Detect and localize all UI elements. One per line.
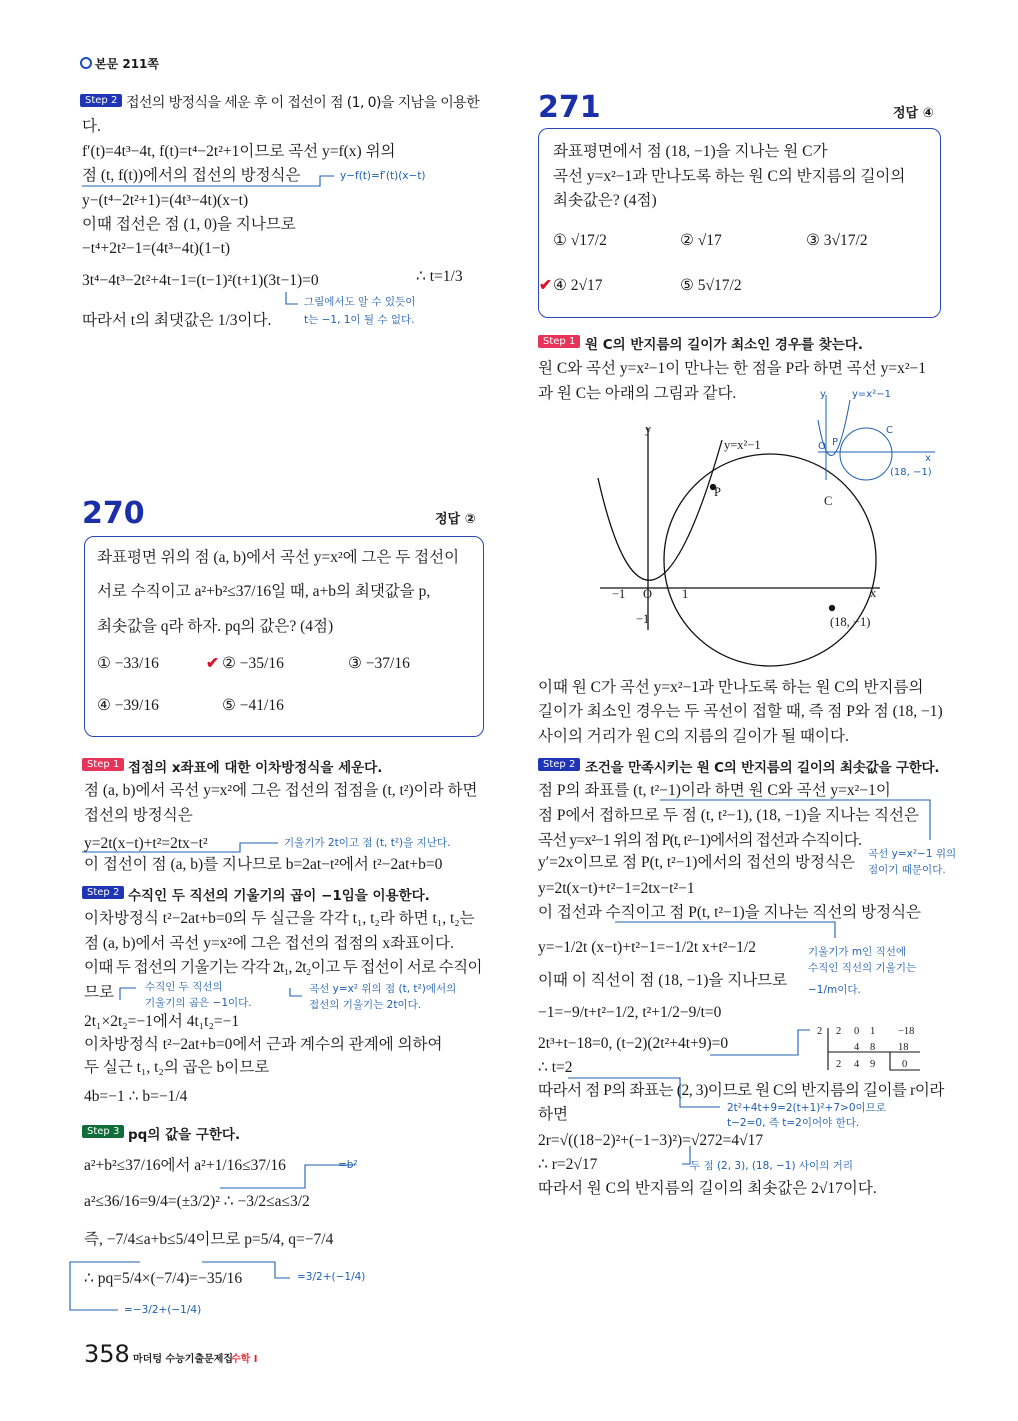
- text-line: 2t₁×2t₂=−1에서 4t₁t₂=−1: [84, 1013, 240, 1030]
- figure-label-point-p: P: [714, 485, 721, 499]
- synthetic-division-cell: 4: [854, 1059, 860, 1070]
- section-reference-text: 본문 211쪽: [95, 57, 160, 71]
- text-line: ∴ t=1/3: [416, 268, 463, 285]
- inset-label-circle: C: [886, 425, 893, 436]
- answer-choice: ④ −39/16: [97, 697, 159, 714]
- answer-choice: ① √17/2: [553, 232, 607, 249]
- answer-choice: ③ 3√17/2: [806, 232, 868, 249]
- synthetic-division-cell: 0: [902, 1059, 908, 1070]
- text-line: 점 (a, b)에서 곡선 y=x²에 그은 접선의 접점의 x좌표이다.: [84, 935, 454, 952]
- text-line: ∴ r=2√17: [538, 1156, 598, 1173]
- circle-c: [664, 454, 876, 666]
- text-line: 길이가 최소인 경우는 두 곡선이 접할 때, 즉 점 P와 점 (18, −1): [538, 703, 943, 720]
- step-badge: Step 2: [80, 94, 122, 107]
- annotation-note: 기울기의 곱은 −1이다.: [145, 997, 252, 1009]
- figure-label-origin: O: [643, 587, 653, 601]
- synthetic-division-cell: −18: [898, 1026, 915, 1037]
- text-line: 점 P에서 접하므로 두 점 (t, t²−1), (18, −1)을 지나는 직선은: [538, 807, 919, 824]
- figure-label-circle: C: [824, 494, 833, 508]
- text-line: 이때 원 C가 곡선 y=x²−1과 만나도록 하는 원 C의 반지름의: [538, 679, 924, 696]
- text-line: 점 P의 좌표를 (t, t²−1)이라 하면 원 C와 곡선 y=x²−1이: [538, 782, 891, 799]
- text-line: 이 접선이 점 (a, b)를 지나므로 b=2at−t²에서 t²−2at+b=0: [84, 856, 443, 873]
- synthetic-division-cell: 8: [870, 1042, 876, 1053]
- synthetic-division-cell: 2: [836, 1026, 842, 1037]
- text-line: 좌표평면 위의 점 (a, b)에서 곡선 y=x²에 그은 두 접선이: [97, 549, 460, 566]
- text-line: a²≤36/16=9/4=(±3/2)² ∴ −3/2≤a≤3/2: [84, 1193, 310, 1210]
- text-line: f′(t)=4t³−4t, f(t)=t⁴−2t²+1이므로 곡선 y=f(x) 위의: [82, 143, 396, 160]
- text-line: 이때 이 직선이 점 (18, −1)을 지나므로: [538, 972, 788, 989]
- text-line: 따라서 원 C의 반지름의 길이의 최솟값은 2√17이다.: [538, 1180, 877, 1197]
- annotation-note: t−2=0, 즉 t=2이어야 한다.: [727, 1117, 860, 1129]
- text-line: 므로: [84, 984, 114, 1001]
- synthetic-division-cell: 0: [854, 1026, 860, 1037]
- annotation-note: 기울기가 2t이고 점 (t, t²)을 지난다.: [284, 837, 451, 849]
- text-line: 최솟값을 q라 하자. pq의 값은? (4점): [97, 618, 334, 635]
- step-badge: Step 2: [538, 758, 580, 771]
- step-badge: Step 2: [82, 886, 124, 899]
- step-title: pq의 값을 구한다.: [128, 1127, 241, 1143]
- answer-270: 정답 ②: [435, 512, 476, 527]
- annotation-note: 그림에서도 알 수 있듯이: [304, 296, 416, 308]
- text-line: 서로 수직이고 a²+b²≤37/16일 때, a+b의 최댓값을 p,: [97, 583, 431, 600]
- text-line: 곡선 y=x²−1 위의 점 P(t, t²−1)에서의 접선과 수직이다.: [538, 832, 862, 849]
- inset-label-point-q: (18, −1): [890, 467, 932, 478]
- parabola-curve: [598, 440, 722, 580]
- annotation-note: 점이기 때문이다.: [868, 864, 946, 876]
- inset-label-y-label: y: [820, 389, 826, 400]
- figure-label-x-label: x: [870, 586, 877, 600]
- text-line: 즉, −7/4≤a+b≤5/4이므로 p=5/4, q=−7/4: [84, 1231, 334, 1248]
- synthetic-division-cell: 9: [870, 1059, 876, 1070]
- answer-271: 정답 ④: [893, 106, 934, 121]
- text-line: 두 실근 t₁, t₂의 곱은 b이므로: [84, 1059, 270, 1076]
- text-line: 2r=√((18−2)²+(−1−3)²)=√272=4√17: [538, 1132, 764, 1149]
- text-line: 따라서 t의 최댓값은 1/3이다.: [82, 312, 272, 329]
- annotation-note: 수직인 두 직선의: [145, 981, 223, 993]
- answer-choice: ② √17: [680, 232, 722, 249]
- text-line: 접선의 방정식은: [84, 807, 193, 824]
- inset-label-origin: O: [818, 441, 826, 452]
- synthetic-division-cell: 4: [854, 1042, 860, 1053]
- annotation-note: =b²: [338, 1159, 358, 1171]
- figure-label-x-neg: −1: [612, 587, 626, 601]
- text-line: 4b=−1 ∴ b=−1/4: [84, 1088, 188, 1105]
- annotation-note: 2t²+4t+9=2(t+1)²+7>0이므로: [727, 1102, 886, 1114]
- text-line: y=−1/2t (x−t)+t²−1=−1/2t x+t²−1/2: [538, 939, 756, 956]
- annotation-note: y−f(t)=f′(t)(x−t): [340, 170, 426, 182]
- text-line: 따라서 점 P의 좌표는 (2, 3)이므로 원 C의 반지름의 길이를 r이라: [538, 1082, 944, 1099]
- text-line: 최솟값은? (4점): [553, 192, 657, 209]
- text-line: 이 접선과 수직이고 점 P(t, t²−1)을 지나는 직선의 방정식은: [538, 904, 922, 921]
- text-line: a²+b²≤37/16에서 a²+1/16≤37/16: [84, 1157, 286, 1174]
- annotation-note: 수직인 직선의 기울기는: [808, 962, 917, 974]
- text-line: ∴ pq=5/4×(−7/4)=−35/16: [84, 1270, 243, 1287]
- text-line: 점 (a, b)에서 곡선 y=x²에 그은 접선의 접점을 (t, t²)이라 하면: [84, 782, 478, 799]
- figure-label-y-label: y: [645, 422, 652, 436]
- text-line: 이때 두 접선의 기울기는 각각 2t₁, 2t₂이고 두 접선이 서로 수직이: [84, 959, 482, 976]
- annotation-note: 두 점 (2, 3), (18, −1) 사이의 거리: [690, 1160, 853, 1172]
- answer-choice: ② −35/16: [222, 655, 284, 672]
- annotation-note: 접선의 기울기는 2t이다.: [309, 999, 422, 1011]
- text-line: −1=−9/t+t²−1/2, t²+1/2−9/t=0: [538, 1004, 722, 1021]
- step-badge: Step 1: [538, 335, 580, 348]
- annotation-note: t는 −1, 1이 될 수 없다.: [304, 314, 415, 326]
- problem-number-270: 270: [82, 496, 145, 531]
- text-line: 원 C와 곡선 y=x²−1이 만나는 한 점을 P라 하면 곡선 y=x²−1: [538, 360, 927, 377]
- text-line: 점 (t, f(t))에서의 접선의 방정식은: [82, 167, 301, 184]
- text-line: y−(t⁴−2t²+1)=(4t³−4t)(x−t): [82, 192, 249, 209]
- figure-label-y-neg: −1: [636, 612, 650, 626]
- selected-check-icon: ✔: [539, 277, 552, 294]
- point-18-dot: [830, 606, 835, 611]
- text-line: 다.: [82, 118, 101, 135]
- annotation-note: 기울기가 m인 직선에: [808, 946, 907, 958]
- text-line: ∴ t=2: [538, 1059, 573, 1076]
- step-badge: Step 3: [82, 1125, 124, 1138]
- step-title: 접점의 x좌표에 대한 이차방정식을 세운다.: [128, 760, 383, 776]
- step-title: 조건을 만족시키는 원 C의 반지름의 길이의 최솟값을 구한다.: [585, 760, 940, 776]
- figure-label-x-pos: 1: [682, 587, 689, 601]
- figure-label-curve-label: y=x²−1: [724, 438, 761, 452]
- step-title: 수직인 두 직선의 기울기의 곱이 −1임을 이용한다.: [128, 888, 430, 904]
- text-line: y′=2x이므로 점 P(t, t²−1)에서의 접선의 방정식은: [538, 854, 855, 871]
- text-line: 2t³+t−18=0, (t−2)(2t²+4t+9)=0: [538, 1035, 729, 1052]
- step-title: 원 C의 반지름의 길이가 최소인 경우를 찾는다.: [585, 337, 863, 353]
- step-badge: Step 1: [82, 758, 124, 771]
- answer-choice: ④ 2√17: [553, 277, 603, 294]
- problem-number-271: 271: [538, 90, 601, 125]
- text-line: 이때 접선은 점 (1, 0)을 지나므로: [82, 216, 296, 233]
- book-subject: 수학 I: [231, 1354, 258, 1365]
- annotation-note: 곡선 y=x²−1 위의: [868, 848, 957, 860]
- text-line: 이차방정식 t²−2at+b=0에서 근과 계수의 관계에 의하여: [84, 1036, 443, 1053]
- annotation-note: =3/2+(−1/4): [297, 1271, 366, 1283]
- text-line: 이차방정식 t²−2at+b=0의 두 실근을 각각 t₁, t₂라 하면 t₁, t₂는: [84, 910, 475, 927]
- text-line: y=2t(x−t)+t²=2tx−t²: [84, 835, 208, 852]
- page-number: 358: [84, 1340, 130, 1368]
- annotation-note: =−3/2+(−1/4): [124, 1304, 202, 1316]
- text-line: 사이의 거리가 원 C의 지름의 길이가 될 때이다.: [538, 728, 849, 745]
- synthetic-division-cell: 2: [817, 1026, 823, 1037]
- annotation-note: 곡선 y=x² 위의 점 (t, t²)에서의: [309, 983, 457, 995]
- answer-choice: ⑤ 5√17/2: [680, 277, 742, 294]
- synthetic-division-cell: 18: [898, 1042, 909, 1053]
- text-line: 과 원 C는 아래의 그림과 같다.: [538, 385, 737, 402]
- step-title: 접선의 방정식을 세운 후 이 접선이 점 (1, 0)을 지남을 이용한: [126, 95, 480, 111]
- text-line: 좌표평면에서 점 (18, −1)을 지나는 원 C가: [553, 143, 828, 160]
- synthetic-division-cell: 2: [836, 1059, 842, 1070]
- inset-label-curve-label: y=x²−1: [852, 389, 891, 400]
- text-line: y=2t(x−t)+t²−1=2tx−t²−1: [538, 880, 695, 897]
- figure-label-point-q: (18, −1): [830, 615, 871, 629]
- book-title: 마더텅 수능기출문제집: [133, 1354, 234, 1365]
- annotation-note: −1/m이다.: [808, 984, 861, 996]
- selected-check-icon: ✔: [206, 655, 219, 672]
- inset-label-point-p: P: [832, 437, 839, 448]
- synthetic-division-cell: 1: [870, 1026, 876, 1037]
- text-line: −t⁴+2t²−1=(4t³−4t)(1−t): [82, 240, 231, 257]
- inset-label-x-label: x: [925, 453, 931, 464]
- answer-choice: ⑤ −41/16: [222, 697, 284, 714]
- answer-choice: ① −33/16: [97, 655, 159, 672]
- text-line: 곡선 y=x²−1과 만나도록 하는 원 C의 반지름의 길이의: [553, 168, 906, 185]
- text-line: 하면: [538, 1106, 568, 1123]
- answer-choice: ③ −37/16: [348, 655, 410, 672]
- text-line: 3t⁴−4t³−2t²+4t−1=(t−1)²(t+1)(3t−1)=0: [82, 272, 319, 289]
